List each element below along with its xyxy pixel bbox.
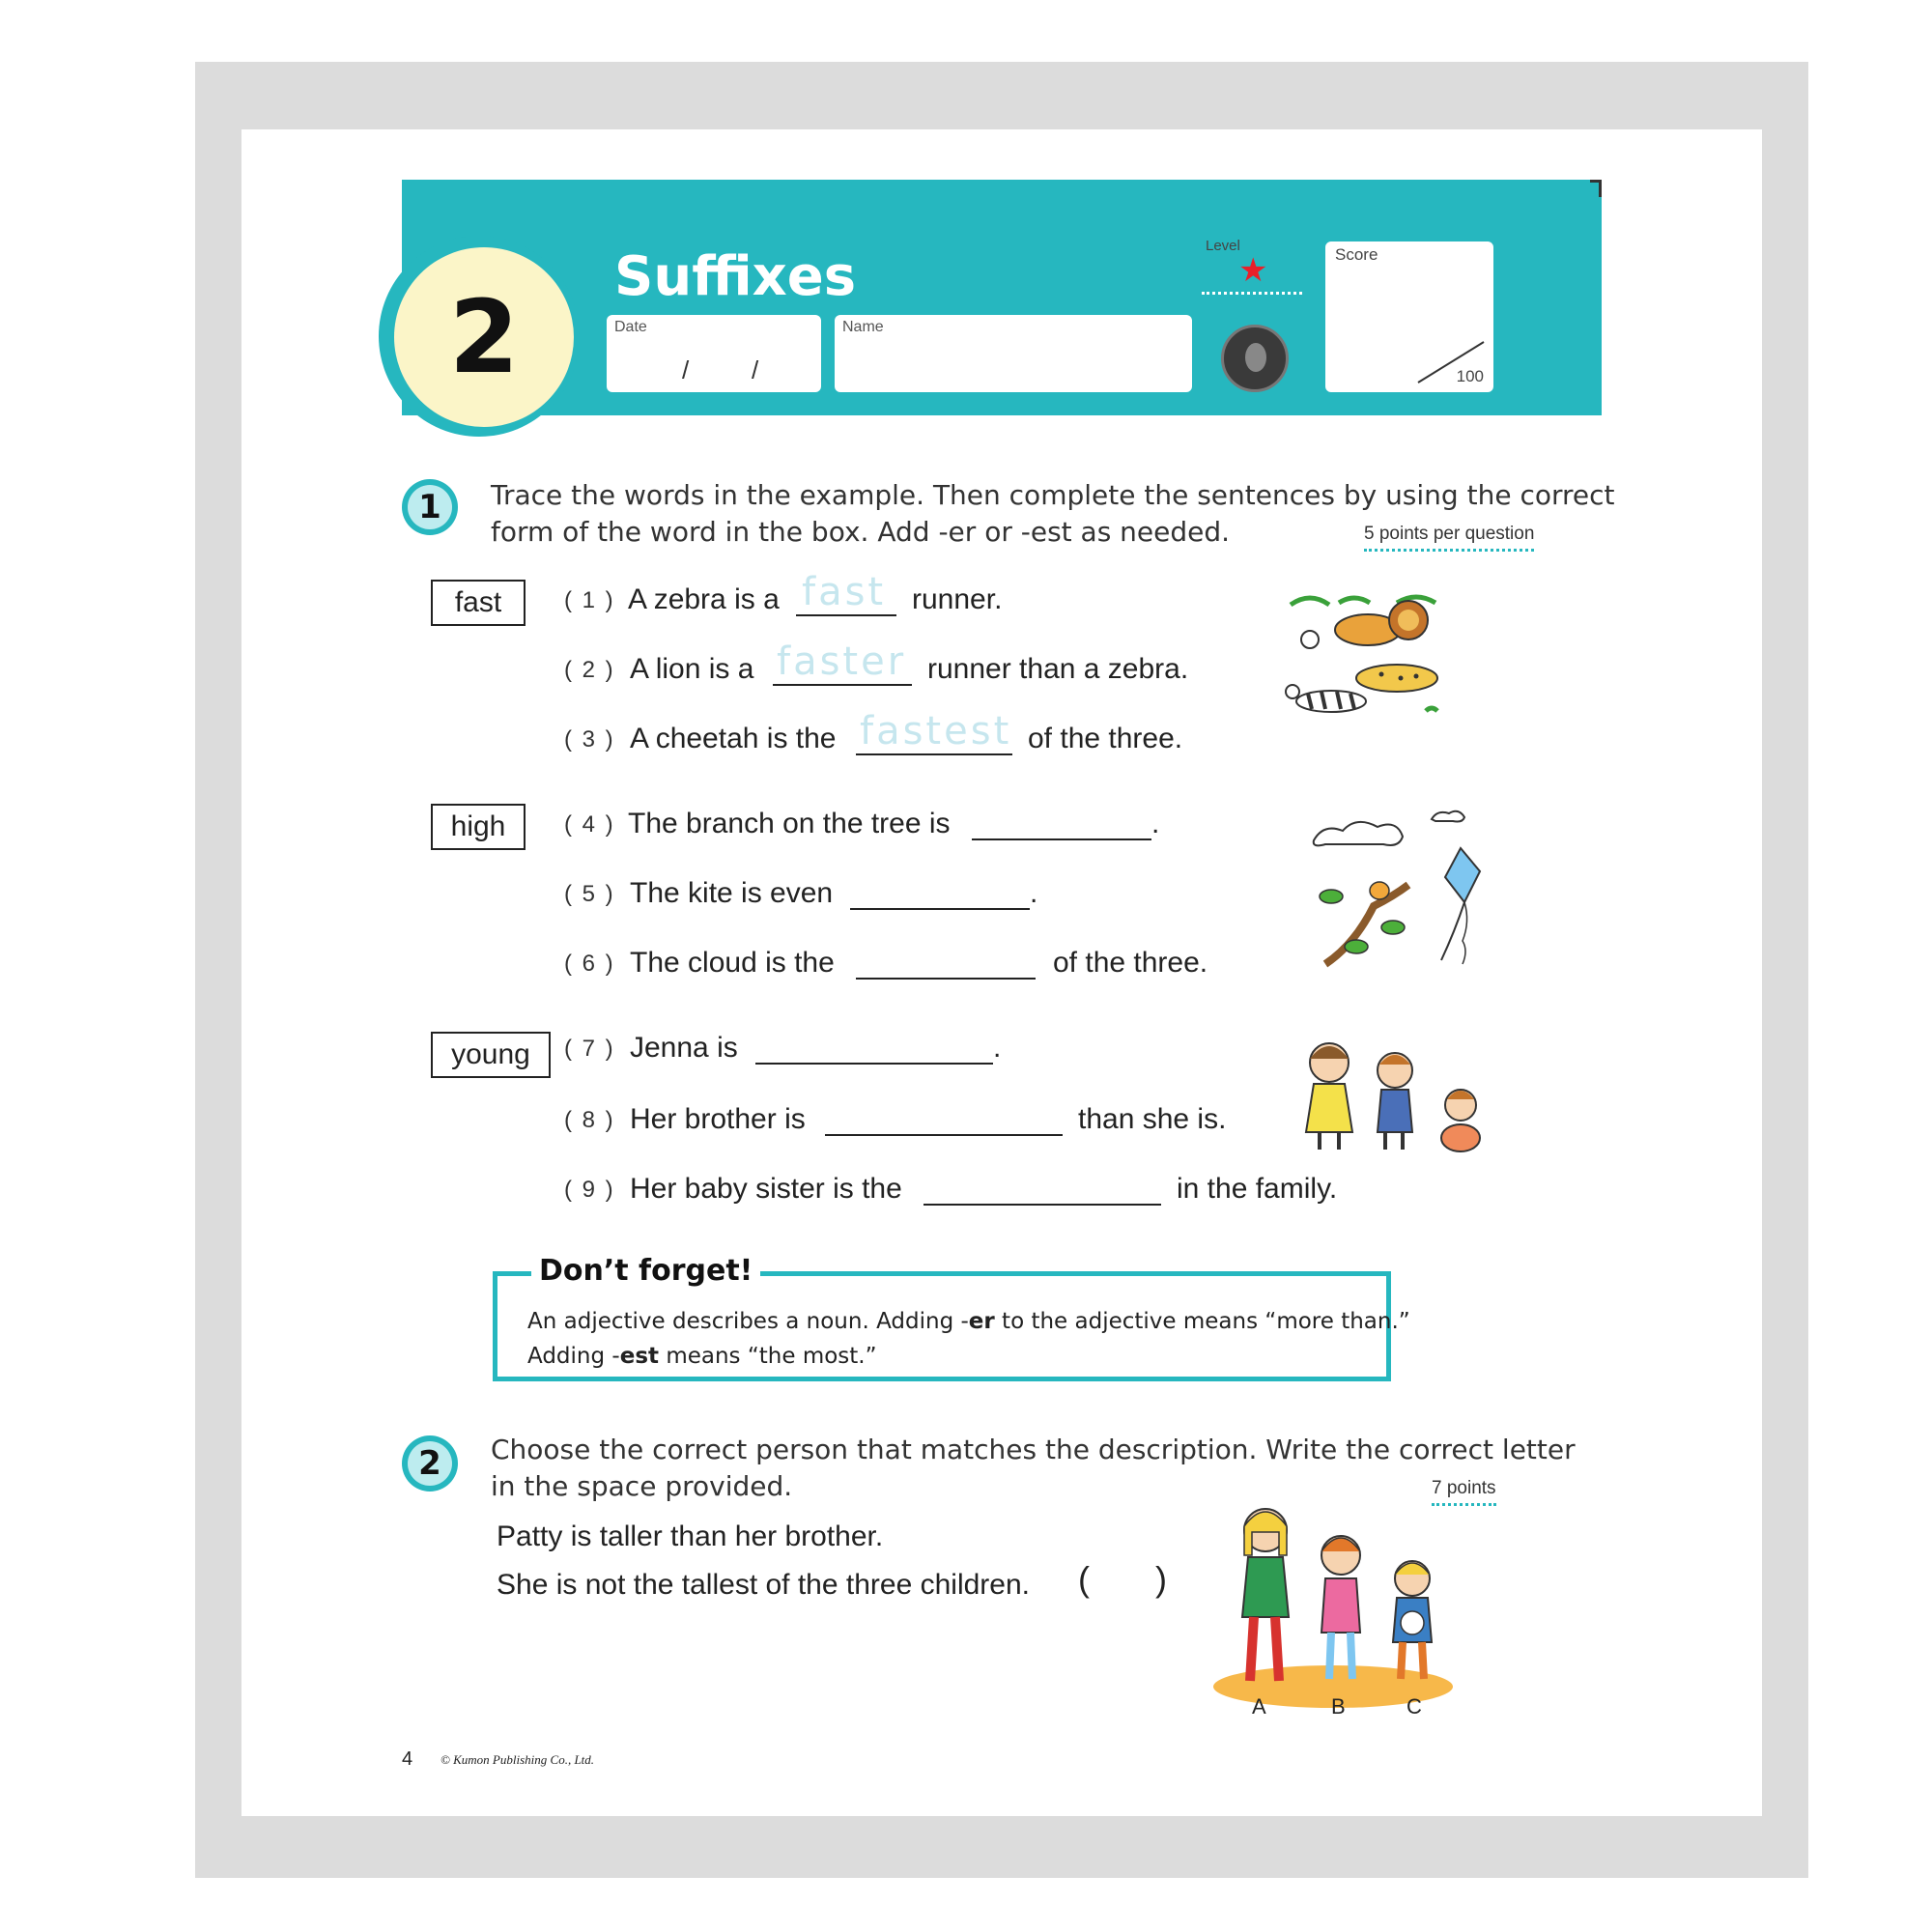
- question-number: ( 8 ): [564, 1107, 615, 1133]
- score-box[interactable]: [1325, 242, 1493, 392]
- section1-instruction-line1: Trace the words in the example. Then complete the sentences by using the correct: [491, 479, 1615, 511]
- animals-illustration: [1281, 585, 1455, 730]
- answer-blank[interactable]: [773, 684, 912, 686]
- name-field[interactable]: [835, 315, 1192, 392]
- trace-word: fast: [802, 570, 887, 614]
- question-number: ( 6 ): [564, 951, 615, 977]
- three-children-illustration: [1213, 1497, 1464, 1710]
- person-label-b: B: [1331, 1694, 1346, 1719]
- score-label: Score: [1335, 245, 1378, 264]
- answer-blank[interactable]: [755, 1063, 993, 1065]
- question-text: Her baby sister is the: [630, 1173, 902, 1205]
- section1-points: 5 points per question: [1364, 524, 1534, 552]
- date-field[interactable]: [607, 315, 821, 392]
- question-text: A zebra is a: [628, 583, 780, 615]
- page-title: Suffixes: [614, 245, 857, 308]
- question-text: Jenna is: [630, 1032, 738, 1064]
- person-label-a: A: [1252, 1694, 1266, 1719]
- date-slash: /: [682, 355, 690, 384]
- mascot-icon: [1221, 325, 1289, 392]
- page-number: 4: [402, 1748, 413, 1770]
- question-text: .: [993, 1032, 1002, 1064]
- tree-kite-illustration: [1306, 810, 1499, 974]
- answer-blank[interactable]: [796, 614, 896, 616]
- question-text: in the family.: [1177, 1173, 1338, 1205]
- section-number: 2: [408, 1441, 452, 1486]
- question-text: Patty is taller than her brother.: [497, 1520, 884, 1552]
- question-text: of the three.: [1053, 947, 1208, 979]
- question-number: ( 3 ): [564, 726, 615, 753]
- section-badge: [402, 479, 458, 535]
- word-box-high: high: [431, 804, 526, 850]
- unit-number: 2: [448, 278, 520, 396]
- section-badge: [402, 1435, 458, 1492]
- trace-word: fastest: [860, 709, 1012, 753]
- section2-instruction-line2: in the space provided.: [491, 1470, 793, 1502]
- question-number: ( 7 ): [564, 1036, 615, 1062]
- question-text: runner than a zebra.: [927, 653, 1189, 685]
- word-box-fast: fast: [431, 580, 526, 626]
- section-number: 1: [408, 485, 452, 529]
- section2-points: 7 points: [1432, 1478, 1496, 1506]
- date-label: Date: [614, 319, 647, 335]
- person-label-c: C: [1406, 1694, 1422, 1719]
- level-label: Level: [1206, 238, 1240, 254]
- answer-blank[interactable]: [856, 753, 1012, 755]
- answer-paren-close: ): [1155, 1559, 1167, 1599]
- question-text: Her brother is: [630, 1103, 806, 1135]
- score-max: 100: [1456, 367, 1484, 385]
- question-text: The branch on the tree is: [628, 808, 951, 839]
- question-text: runner.: [912, 583, 1003, 615]
- dont-forget-title: Don’t forget!: [531, 1254, 760, 1288]
- answer-blank[interactable]: [850, 908, 1030, 910]
- answer-blank[interactable]: [923, 1204, 1161, 1206]
- section2-instruction-line1: Choose the correct person that matches the description. Write the correct letter: [491, 1434, 1576, 1465]
- question-number: ( 9 ): [564, 1177, 615, 1203]
- question-number: ( 1 ): [564, 587, 615, 613]
- dont-forget-text: An adjective describes a noun. Adding -er to the adjective means “more than.” Adding -est means “the most.”: [527, 1309, 1410, 1369]
- question-text: The cloud is the: [630, 947, 835, 979]
- question-text: The kite is even: [630, 877, 834, 909]
- trace-word: faster: [777, 639, 907, 684]
- copyright: © Kumon Publishing Co., Ltd.: [440, 1752, 595, 1767]
- question-text: of the three.: [1028, 723, 1183, 754]
- star-icon: ★: [1238, 252, 1268, 289]
- question-number: ( 2 ): [564, 657, 615, 683]
- answer-paren-open: (: [1078, 1559, 1090, 1599]
- answer-blank[interactable]: [972, 838, 1151, 840]
- question-text: She is not the tallest of the three children.: [497, 1569, 1030, 1601]
- question-text: .: [1030, 877, 1038, 909]
- answer-blank[interactable]: [825, 1134, 1063, 1136]
- question-text: than she is.: [1078, 1103, 1227, 1135]
- question-text: A lion is a: [630, 653, 754, 685]
- children-illustration: [1291, 1037, 1493, 1153]
- crop-mark: [1590, 180, 1602, 197]
- word-box-young: young: [431, 1032, 551, 1078]
- answer-blank[interactable]: [856, 978, 1036, 980]
- question-number: ( 4 ): [564, 811, 615, 838]
- section1-instruction-line2: form of the word in the box. Add -er or -est as needed.: [491, 516, 1231, 548]
- question-text: .: [1151, 808, 1160, 839]
- name-label: Name: [842, 319, 884, 335]
- answer-space[interactable]: [1101, 1559, 1151, 1602]
- question-text: A cheetah is the: [630, 723, 837, 754]
- question-number: ( 5 ): [564, 881, 615, 907]
- date-slash: /: [752, 355, 759, 384]
- level-dotted-line: [1202, 292, 1302, 295]
